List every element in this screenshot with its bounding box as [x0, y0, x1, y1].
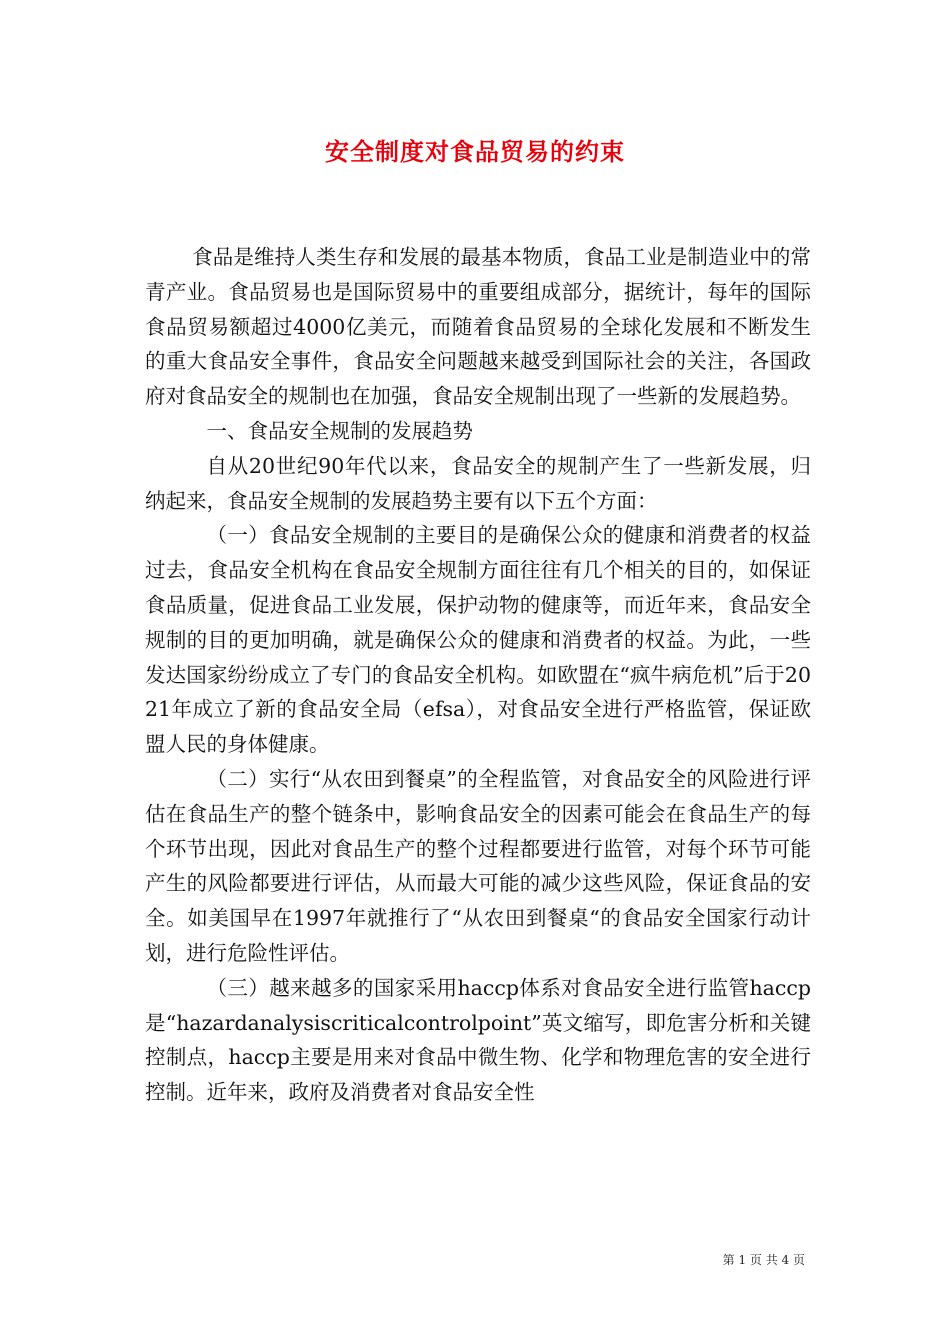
point-3-paragraph: （三）越来越多的国家采用haccp体系对食品安全进行监管haccp是“hazardanalysiscriticalcontrolpoint”英文缩写，即危害分析和关键控制点，haccp主要是用来对食品中微生物、化学和物理危害的安全进行控制。近年来，政府及消费者对食品安全性 [145, 975, 811, 1105]
section-heading-1: 一、食品安全规制的发展趋势 [206, 418, 473, 443]
section-intro-paragraph: 自从20世纪90年代以来，食品安全的规制产生了一些新发展，归纳起来，食品安全规制的发展趋势主要有以下五个方面： [145, 453, 811, 513]
document-body [145, 240, 811, 1110]
point-1-paragraph: （一）食品安全规制的主要目的是确保公众的健康和消费者的权益过去，食品安全机构在食品安全规制方面往往有几个相关的目的，如保证食品质量，促进食品工业发展，保护动物的健康等，而近年来，食品安全规制的目的更加明确，就是确保公众的健康和消费者的权益。为此，一些发达国家纷纷成立了专门的食品安全机构。如欧盟在“疯牛病危机”后于2021年成立了新的食品安全局（efsa），对食品安全进行严格监管，保证欧盟人民的身体健康。 [145, 523, 811, 757]
page-footer: 第 1 页 共 4 页 [722, 1253, 805, 1267]
point-2-paragraph: （二）实行“从农田到餐桌”的全程监管，对食品安全的风险进行评估在食品生产的整个链条中，影响食品安全的因素可能会在食品生产的每个环节出现，因此对食品生产的整个过程都要进行监管，对每个环节可能产生的风险都要进行评估，从而最大可能的减少这些风险，保证食品的安全。如美国早在1997年就推行了“从农田到餐桌“的食品安全国家行动计划，进行危险性评估。 [145, 766, 811, 965]
intro-paragraph: 食品是维持人类生存和发展的最基本物质，食品工业是制造业中的常青产业。食品贸易也是国际贸易中的重要组成部分，据统计，每年的国际食品贸易额超过4000亿美元，而随着食品贸易的全球化发展和不断发生的重大食品安全事件，食品安全问题越来越受到国际社会的关注，各国政府对食品安全的规制也在加强，食品安全规制出现了一些新的发展趋势。 [145, 245, 811, 409]
document-title: 安全制度对食品贸易的约束 [325, 137, 625, 166]
